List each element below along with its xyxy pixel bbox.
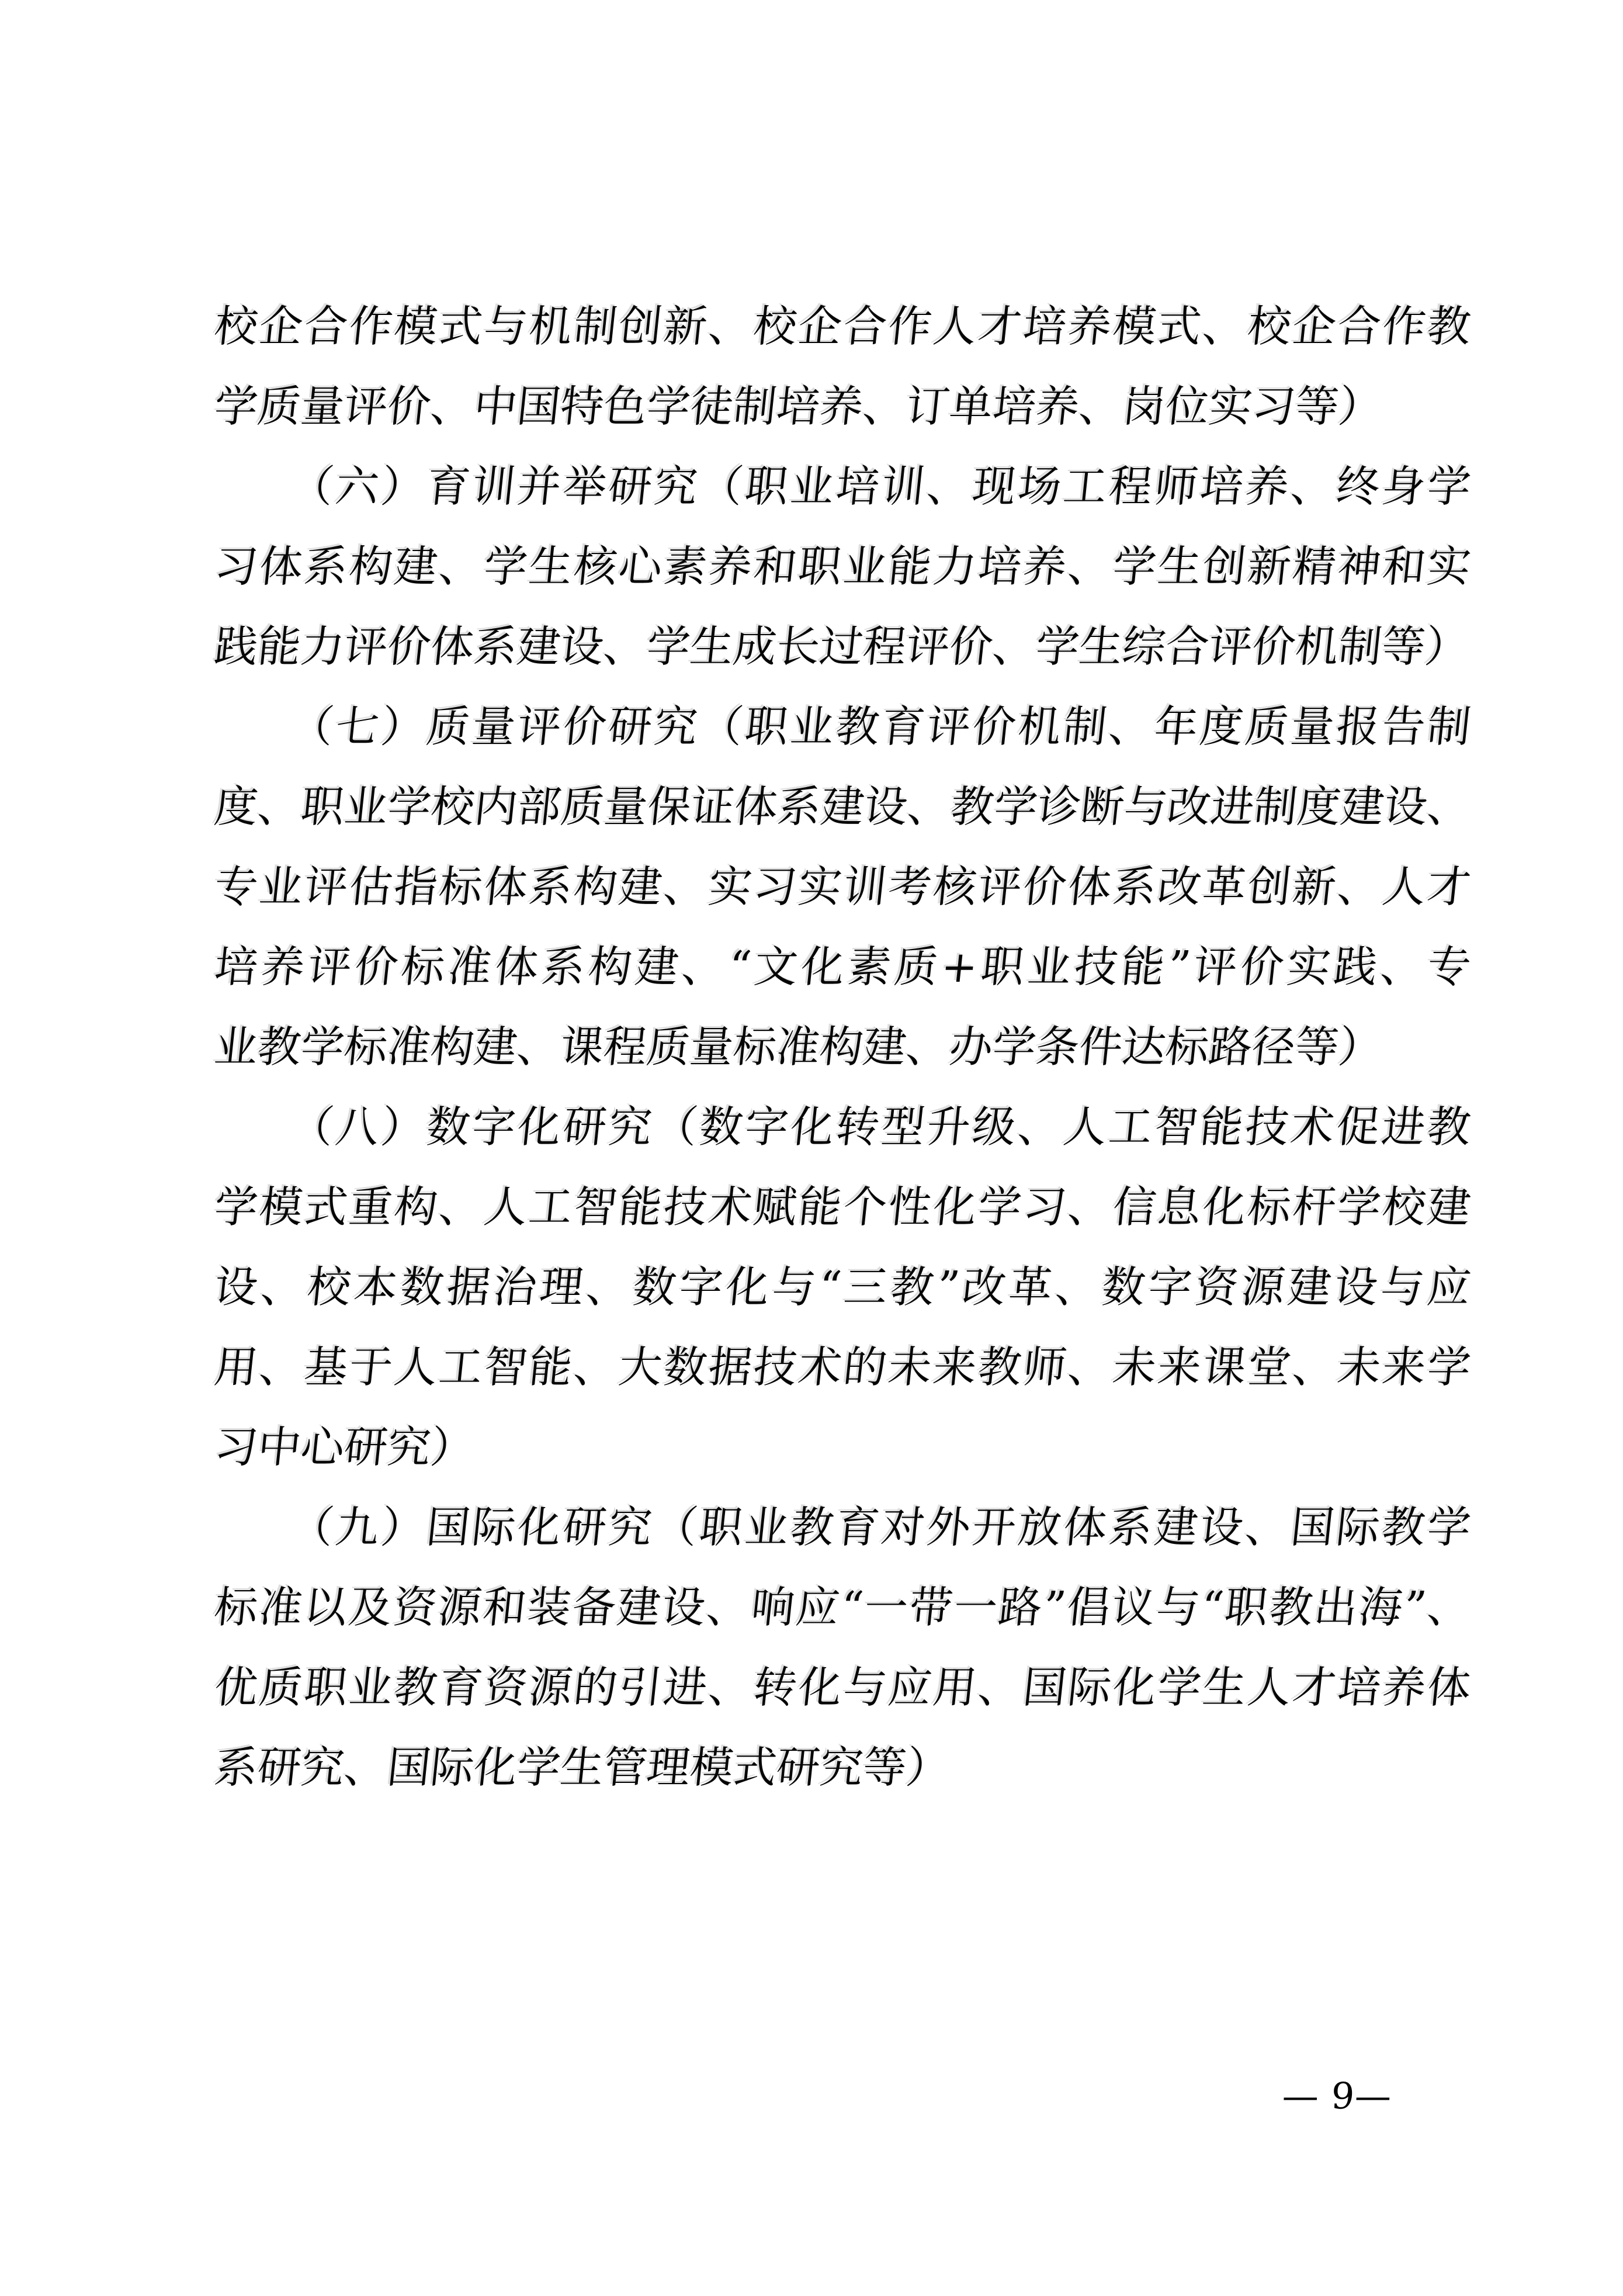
text-line: （六）育训并举研究（职业培训、现场工程师培养、终身学 xyxy=(287,462,1473,512)
page-number: — 9— xyxy=(1281,2075,1393,2117)
text-line: （九）国际化研究（职业教育对外开放体系建设、国际教学 xyxy=(287,1502,1473,1553)
text-line: 标准以及资源和装备建设、响应“一带一路”倡议与“职教出海”、 xyxy=(211,1582,1473,1633)
text-line: 业教学标准构建、课程质量标准构建、办学条件达标路径等） xyxy=(211,1022,1385,1072)
text-block xyxy=(210,287,1473,1808)
text-line: 用、基于人工智能、大数据技术的未来教师、未来课堂、未来学 xyxy=(211,1342,1473,1393)
text-line: 习中心研究） xyxy=(211,1422,477,1473)
text-line: 校企合作模式与机制创新、校企合作人才培养模式、校企合作教 xyxy=(211,302,1473,352)
text-line: 学模式重构、人工智能技术赋能个性化学习、信息化标杆学校建 xyxy=(211,1182,1473,1232)
text-line: 专业评估指标体系构建、实习实训考核评价体系改革创新、人才 xyxy=(211,862,1473,912)
text-line: （八）数字化研究（数字化转型升级、人工智能技术促进教 xyxy=(287,1102,1473,1152)
text-line: 践能力评价体系建设、学生成长过程评价、学生综合评价机制等） xyxy=(211,622,1471,672)
text-line: 设、校本数据治理、数字化与“三教”改革、数字资源建设与应 xyxy=(211,1262,1473,1313)
text-line: 系研究、国际化学生管理模式研究等） xyxy=(211,1743,952,1793)
text-line: 培养评价标准体系构建、“文化素质+职业技能”评价实践、专 xyxy=(211,942,1473,992)
text-line: 优质职业教育资源的引进、转化与应用、国际化学生人才培养体 xyxy=(211,1663,1473,1713)
text-line: 习体系构建、学生核心素养和职业能力培养、学生创新精神和实 xyxy=(211,542,1473,592)
text-line: 度、职业学校内部质量保证体系建设、教学诊断与改进制度建设、 xyxy=(211,782,1473,832)
text-line: （七）质量评价研究（职业教育评价机制、年度质量报告制 xyxy=(287,702,1473,752)
text-line: 学质量评价、中国特色学徒制培养、订单培养、岗位实习等） xyxy=(211,382,1385,432)
